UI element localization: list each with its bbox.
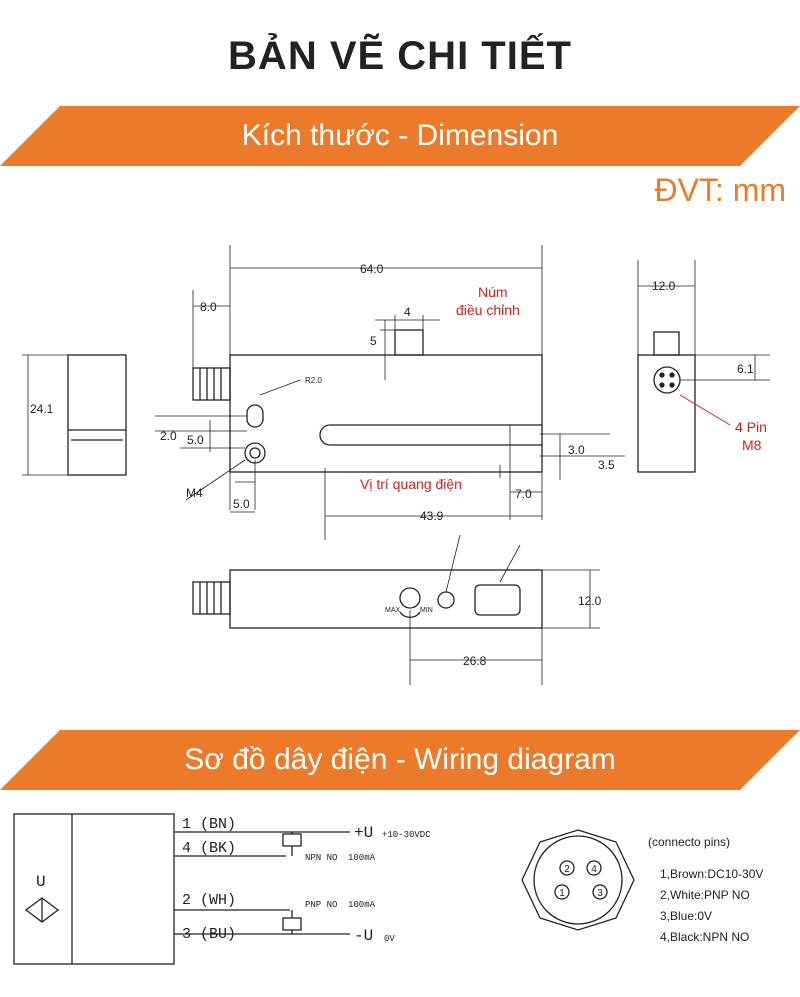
connector-face [522, 830, 634, 930]
minus-u-label: -U [354, 927, 374, 945]
wire-3-label: 3 (BU) [182, 926, 237, 943]
pin-desc-1: 1,Brown:DC10-30V [660, 867, 764, 881]
knob-label-2: điều chỉnh [456, 302, 520, 318]
minus-u-note: 0V [384, 934, 395, 944]
bottom-view-body [230, 570, 542, 628]
section-banner-dimension [0, 106, 800, 166]
dim-3: 3.0 [568, 443, 585, 457]
dim-61: 6.1 [737, 362, 754, 376]
sensor-position-label: Vị trí quang điện [360, 476, 462, 492]
plus-u-label: +U [354, 824, 374, 842]
page-title: BẢN VẼ CHI TIẾT [228, 34, 572, 78]
pin-desc-3: 3,Blue:0V [660, 909, 713, 923]
dim-439: 43.9 [420, 509, 444, 523]
pin-desc-2: 2,White:PNP NO [660, 888, 750, 902]
unit-label: ĐVT: mm [654, 172, 786, 208]
dim-64: 64.0 [360, 262, 384, 276]
dim-5: 5 [370, 334, 377, 348]
wire-2-label: 2 (WH) [182, 892, 237, 909]
dim-268: 26.8 [463, 654, 487, 668]
pin-desc-4: 4,Black:NPN NO [660, 930, 750, 944]
dim-r2: R2.0 [305, 376, 322, 385]
wire-4-label: 4 (BK) [182, 840, 237, 857]
front-view-body [230, 355, 542, 472]
npn-label: NPN NO [305, 853, 338, 863]
dim-7: 7.0 [515, 487, 532, 501]
pin-number-3: 3 [597, 888, 603, 899]
dim-5b: 5.0 [187, 433, 204, 447]
section-title-dimension: Kích thước - Dimension [241, 119, 559, 152]
end-view-body [638, 355, 695, 472]
u-label: U [36, 873, 46, 891]
dim-12a: 12.0 [652, 279, 676, 293]
dim-4: 4 [404, 305, 411, 319]
knob [395, 330, 423, 355]
pin-number-4: 4 [591, 864, 597, 875]
wiring-diagram [0, 810, 800, 990]
side-view-body [68, 355, 126, 475]
dim-2: 2.0 [160, 429, 177, 443]
section-banner-wiring [0, 730, 800, 790]
label-min: MIN [420, 607, 433, 614]
knob-label-1: Núm [478, 284, 508, 300]
pin-label-1: 4 Pin [735, 419, 767, 435]
pnp-current: 100mA [348, 900, 376, 910]
wire-1-label: 1 (BN) [182, 816, 237, 833]
dim-m4: M4 [186, 486, 203, 500]
dim-8: 8.0 [200, 300, 217, 314]
pin-label-2: M8 [742, 437, 762, 453]
pin-number-2: 2 [564, 864, 570, 875]
connector-title: (connecto pins) [648, 835, 731, 849]
dim-24: 24.1 [30, 402, 54, 416]
dim-35: 3.5 [598, 458, 615, 472]
section-title-wiring: Sơ đồ dây điện - Wiring diagram [184, 743, 616, 776]
pnp-label: PNP NO [305, 900, 338, 910]
dimension-drawing [0, 220, 800, 740]
npn-current: 100mA [348, 853, 376, 863]
plus-u-note: +10-30VDC [382, 830, 431, 840]
dim-12b: 12.0 [578, 594, 602, 608]
label-max: MAX [385, 607, 401, 614]
pin-number-1: 1 [559, 888, 565, 899]
dim-5c: 5.0 [233, 497, 250, 511]
